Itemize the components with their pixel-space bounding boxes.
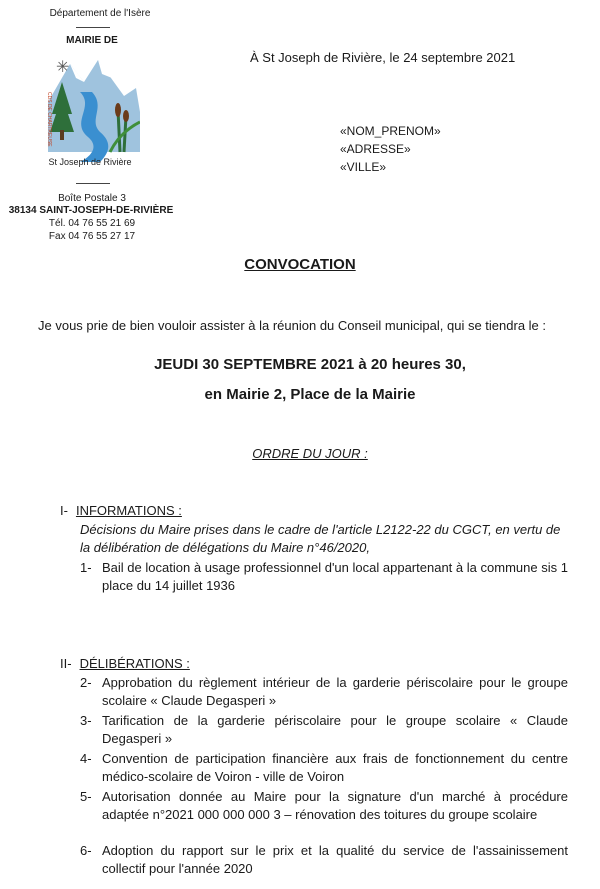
department-label: Département de l'Isère bbox=[49, 8, 151, 19]
postal-city: 38134 SAINT-JOSEPH-DE-RIVIÈRE bbox=[8, 205, 174, 216]
section-label: DÉLIBÉRATIONS : bbox=[79, 656, 190, 671]
dateline: À St Joseph de Rivière, le 24 septembre 2021 bbox=[250, 50, 516, 65]
item-text: Approbation du règlement intérieur de la garderie périscolaire pour le groupe scolaire « Claude Degasperi » bbox=[102, 675, 568, 708]
item-number: 4- bbox=[80, 751, 92, 766]
recipient-name: «NOM_PRENOM» bbox=[340, 124, 441, 138]
logo-caption: St Joseph de Rivière bbox=[48, 157, 132, 167]
item-number: 1- bbox=[80, 560, 92, 575]
recipient-city: «VILLE» bbox=[340, 160, 387, 174]
document-title: CONVOCATION bbox=[244, 256, 356, 273]
section-deliberations-heading bbox=[60, 656, 190, 671]
item-text: Bail de location à usage professionnel d'un local appartenant à la commune sis 1 place du 14 juillet 1936 bbox=[102, 560, 568, 593]
intro-paragraph: Je vous prie de bien vouloir assister à la réunion du Conseil municipal, qui se tiendra le : bbox=[38, 318, 547, 333]
item-number: 3- bbox=[80, 713, 92, 728]
item-number: 5- bbox=[80, 789, 92, 804]
agenda-title: ORDRE DU JOUR : bbox=[252, 446, 368, 461]
tel: Tél. 04 76 55 21 69 bbox=[48, 218, 136, 229]
municipal-logo bbox=[40, 52, 140, 170]
mairie-label: MAIRIE DE bbox=[66, 35, 118, 46]
meeting-date: JEUDI 30 SEPTEMBRE 2021 à 20 heures 30, bbox=[154, 356, 466, 373]
item-text: Tarification de la garderie périscolaire pour le groupe scolaire « Claude Degasperi » bbox=[102, 713, 568, 746]
postal-box: Boîte Postale 3 bbox=[58, 193, 126, 204]
section-roman: II- bbox=[60, 656, 72, 671]
section-informations-heading bbox=[60, 503, 182, 518]
divider bbox=[76, 183, 110, 184]
meeting-place: en Mairie 2, Place de la Mairie bbox=[204, 386, 416, 403]
logo-side-text: CDS DE CHARTREUSE bbox=[46, 92, 52, 147]
item-number: 6- bbox=[80, 843, 92, 858]
item-text: Autorisation donnée au Maire pour la signature d'un marché à procédure adaptée n°2021 000 000 000 3 – rénovation des toitures du groupe scolaire bbox=[102, 789, 568, 822]
section-informations-note: Décisions du Maire prises dans le cadre de l'article L2122-22 du CGCT, en vertu de la délibération de délégations du Maire n°46/2020, bbox=[80, 522, 561, 555]
section-label: INFORMATIONS : bbox=[75, 503, 182, 518]
section-roman: I- bbox=[60, 503, 68, 518]
svg-text:✳: ✳ bbox=[56, 57, 70, 76]
recipient-address: «ADRESSE» bbox=[340, 142, 411, 156]
divider bbox=[76, 27, 110, 28]
item-text: Convention de participation financière aux frais de fonctionnement du centre médico-scolaire de Voiron - ville de Voiron bbox=[102, 751, 568, 784]
fax: Fax 04 76 55 27 17 bbox=[48, 231, 136, 242]
item-number: 2- bbox=[80, 675, 92, 690]
item-text: Adoption du rapport sur le prix et la qualité du service de l'assainissement collectif pour l'année 2020 bbox=[102, 843, 568, 876]
